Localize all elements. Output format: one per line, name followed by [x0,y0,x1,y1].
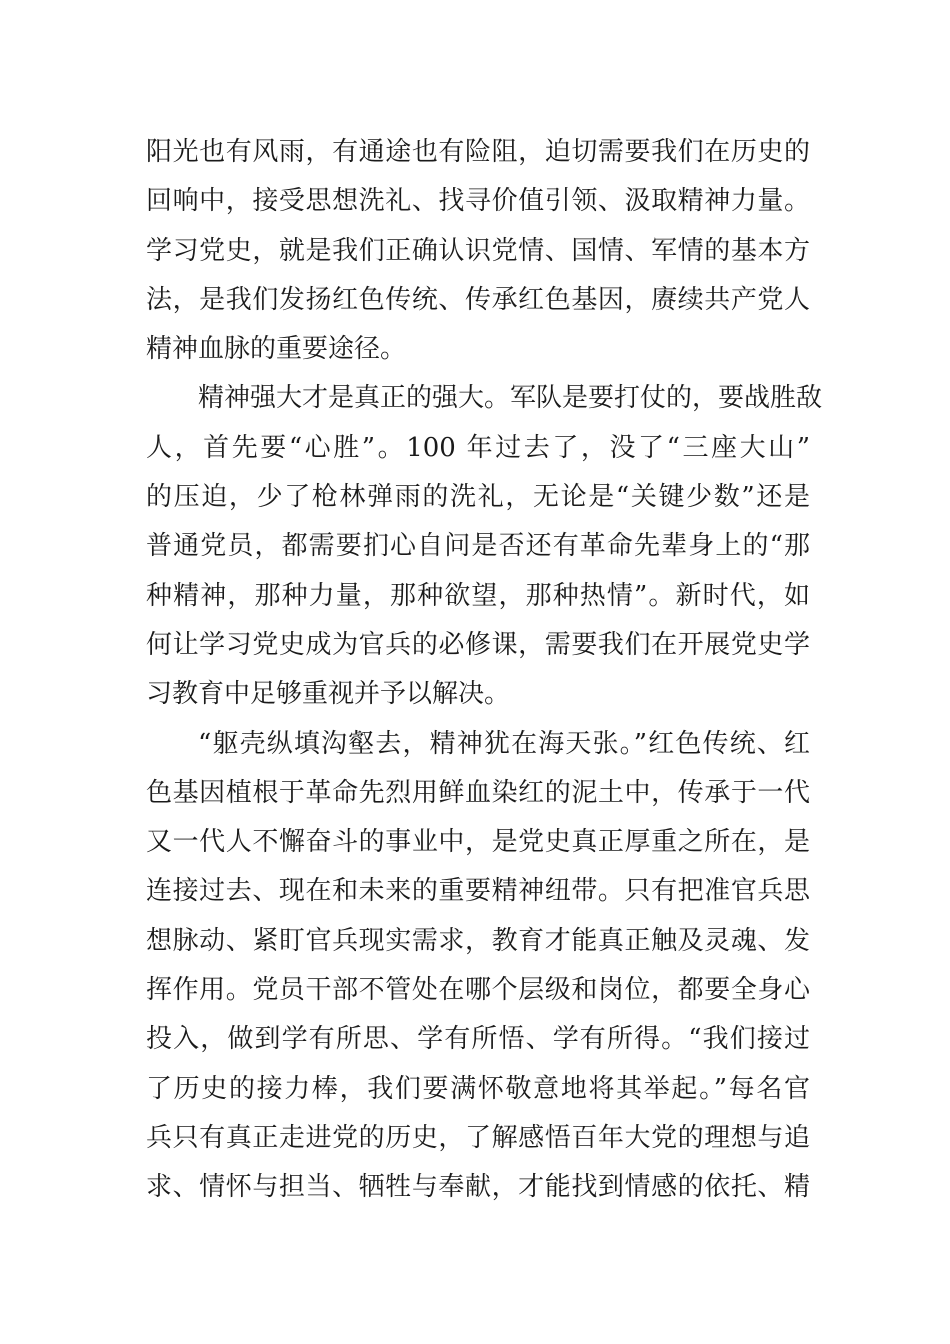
text-line: 何让学习党史成为官兵的必修课，需要我们在开展党史学 [146,629,810,660]
text-line: 阳光也有风雨，有通途也有险阻，迫切需要我们在历史的 [146,137,810,167]
text-line: 的压迫，少了枪林弹雨的洗礼，无论是“关键少数”还是 [146,482,810,513]
text-line: 习教育中足够重视并予以解决。 [146,679,511,710]
text-line: 色基因植根于革命先烈用鲜血染红的泥土中，传承于一代 [146,777,810,808]
text-line: 兵只有真正走进党的历史，了解感悟百年大党的理想与追 [146,1122,810,1153]
text-line: 普通党员，都需要扪心自问是否还有革命先辈身上的“那 [146,531,810,562]
text-line: 人，首先要“心胜”。100 年过去了，没了“三座大山” [146,432,810,463]
text-line: 投入，做到学有所思、学有所悟、学有所得。“我们接过 [146,1024,810,1055]
text-line: 求、情怀与担当、牺牲与奉献，才能找到情感的依托、精 [146,1172,810,1203]
document-body [146,128,823,1213]
text-line: 精神强大才是真正的强大。军队是要打仗的，要战胜敌 [198,383,823,414]
text-line: 回响中，接受思想洗礼、找寻价值引领、汲取精神力量。 [146,186,810,217]
text-line: 学习党史，就是我们正确认识党情、国情、军情的基本方 [146,235,810,266]
text-line: 又一代人不懈奋斗的事业中，是党史真正厚重之所在，是 [146,827,810,858]
text-line: 精神血脉的重要途径。 [146,334,407,365]
text-line: 种精神，那种力量，那种欲望，那种热情”。新时代，如 [146,580,810,611]
text-line: “躯壳纵填沟壑去，精神犹在海天张。”红色传统、红 [198,728,810,759]
text-line: 了历史的接力棒，我们要满怀敬意地将其举起。”每名官 [146,1073,810,1104]
text-line: 想脉动、紧盯官兵现实需求，教育才能真正触及灵魂、发 [146,925,810,956]
text-line: 挥作用。党员干部不管处在哪个层级和岗位，都要全身心 [146,975,810,1006]
text-line: 法，是我们发扬红色传统、传承红色基因，赓续共产党人 [146,284,810,315]
text-line: 连接过去、现在和未来的重要精神纽带。只有把准官兵思 [146,876,810,907]
